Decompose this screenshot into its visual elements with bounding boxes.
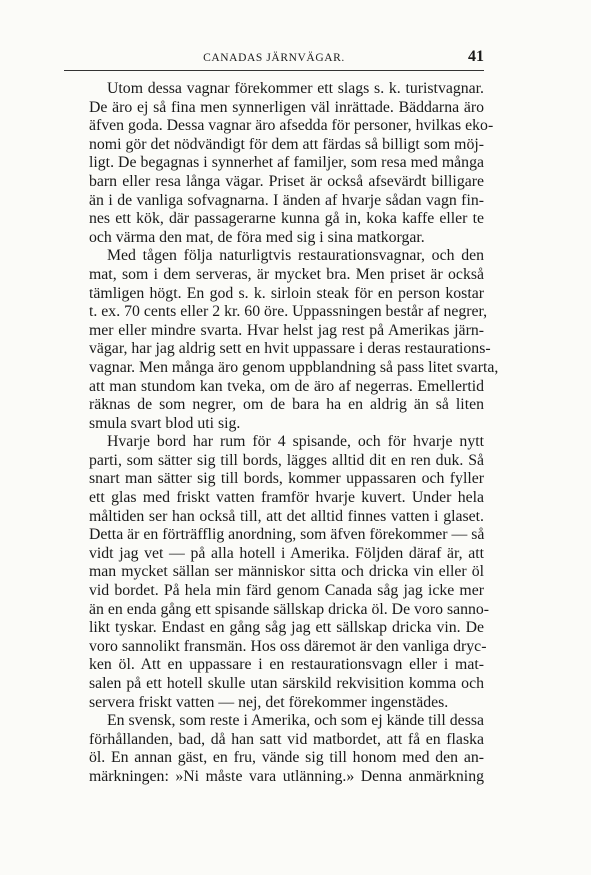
text-line: servera friskt vatten — nej, det förekommer ingenstädes. (89, 693, 449, 711)
text-line: än i de vanliga sofvagnarna. I änden af hvarje sådan vagn fin- (89, 191, 484, 209)
text-line: måltiden ser han också till, att det alltid finnes vatten i glaset. (89, 507, 484, 525)
header-rule (64, 70, 484, 71)
text-line: Med tågen följa naturligtvis restaurationsvagnar, och den (107, 247, 484, 265)
text-line: barn eller resa långa vägar. Priset är också afsevärdt billigare (89, 172, 484, 190)
text-line: voro sannolikt fransmän. Hos oss däremot är den vanliga dryc- (89, 637, 487, 655)
text-line: man mycket sällan ser människor sitta och dricka vin eller öl (89, 563, 484, 581)
running-title: CANADAS JÄRNVÄGAR. (203, 52, 345, 64)
text-line: nomi gör det nödvändigt för dem att färdas så billigt som möj- (89, 135, 484, 153)
text-line: En svensk, som reste i Amerika, och som ej kände till dessa (107, 712, 484, 730)
text-line: vid bordet. På hela min färd genom Canada såg jag icke mer (89, 582, 484, 600)
text-line: likt tyskar. Endast en gång såg jag ett sällskap dricka vin. De (89, 619, 484, 637)
text-line: räknas de som negrer, om de bara ha en aldrig än så liten (89, 396, 484, 414)
text-line: vägar, har jag aldrig sett en hvit uppassare i deras restaurations- (89, 340, 491, 358)
text-line: parti, som sätter sig till bords, lägges alltid dit en ren duk. Så (89, 451, 484, 469)
text-line: mer eller mindre svarta. Hvar helst jag rest på Amerikas järn- (89, 321, 484, 339)
page-number: 41 (468, 48, 484, 65)
text-line: än en enda gång ett spisande sällskap dricka öl. De voro sanno- (89, 600, 490, 618)
text-line: Detta är en förträfflig anordning, som äfven förekommer — så (89, 526, 485, 544)
page-header (64, 50, 484, 68)
text-line: nes ett kök, där passagerarne kunna gå in, koka kaffe eller te (89, 210, 484, 228)
text-line: vidt jag vet — på alla hotell i Amerika. Följden däraf är, att (89, 544, 484, 562)
text-line: salen på ett hotell skulle utan särskild rekvisition komma och (89, 675, 484, 692)
text-line: snart man sätter sig till bords, kommer uppassaren och fyller (89, 470, 484, 488)
text-line: Utom dessa vagnar förekommer ett slags s. k. turistvagnar. (107, 80, 484, 97)
text-line: De äro ej så fina men synnerligen väl inrättade. Bäddarna äro (89, 98, 484, 116)
text-line: äfven goda. Dessa vagnar äro afsedda för personer, hvilkas eko- (89, 117, 494, 135)
text-line: förhållanden, bad, då han satt vid matbordet, att få en flaska (89, 730, 484, 748)
body-text (89, 80, 499, 787)
text-line: märkningen: »Ni måste vara utlänning.» Denna anmärkning (89, 767, 484, 785)
text-line: öl. En annan gäst, en fru, vände sig till honom med den an- (89, 749, 484, 767)
text-line: vagnar. Men många äro genom uppblandning så pass litet svarta, (89, 358, 499, 376)
text-line: tämligen högt. En god s. k. sirloin steak för en person kostar (89, 284, 484, 302)
text-line: ligt. De begagnas i synnerhet af familjer, som resa med många (89, 154, 484, 172)
text-line: och värma den mat, de föra med sig i sina matkorgar. (89, 228, 425, 246)
text-line: att man stundom kan tveka, om de äro af negerras. Emellertid (89, 377, 484, 395)
text-line: t. ex. 70 cents eller 2 kr. 60 öre. Uppassningen består af negrer, (89, 303, 488, 321)
text-line: ett glas med friskt vatten framför hvarje kuvert. Under hela (89, 489, 484, 507)
text-line: smula svart blod uti sig. (89, 414, 241, 432)
text-line: Hvarje bord har rum för 4 spisande, och för hvarje nytt (107, 433, 484, 451)
text-line: ken öl. Att en uppassare i en restaurationsvagn eller i mat- (89, 656, 484, 674)
text-line: mat, som i dem serveras, är mycket bra. Men priset är också (89, 265, 484, 283)
